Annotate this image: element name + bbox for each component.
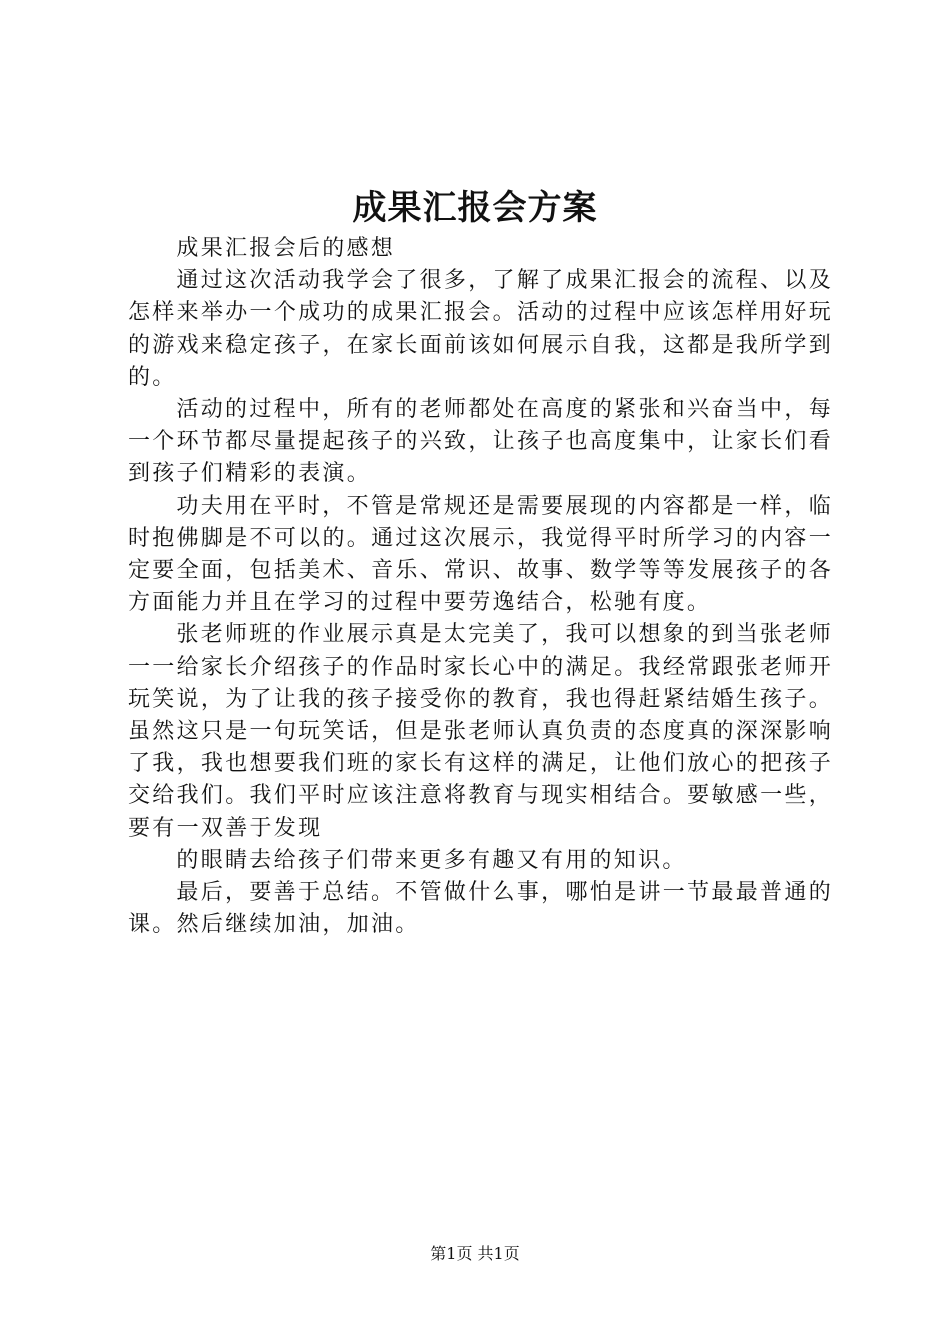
paragraph: 通过这次活动我学会了很多，了解了成果汇报会的流程、以及怎样来举办一个成功的成果汇报会。活动的过程中应该怎样用好玩的游戏来稳定孩子，在家长面前该如何展示自我，这都是我所学到的。: [128, 268, 833, 390]
document-body: [128, 233, 833, 941]
paragraph: 张老师班的作业展示真是太完美了，我可以想象的到当张老师一一给家长介绍孩子的作品时家长心中的满足。我经常跟张老师开玩笑说，为了让我的孩子接受你的教育，我也得赶紧结婚生孩子。虽然这只是一句玩笑话，但是张老师认真负责的态度真的深深影响了我，我也想要我们班的家长有这样的满足，让他们放心的把孩子交给我们。我们平时应该注意将教育与现实相结合。要敏感一些，要有一双善于发现: [128, 622, 833, 841]
paragraph-subtitle: 成果汇报会后的感想: [176, 236, 396, 261]
page-footer: 第1页 共1页: [430, 1244, 520, 1263]
document-title: 成果汇报会方案: [352, 188, 598, 228]
paragraph: 活动的过程中，所有的老师都处在高度的紧张和兴奋当中，每一个环节都尽量提起孩子的兴致，让孩子也高度集中，让家长们看到孩子们精彩的表演。: [128, 397, 833, 487]
paragraph: 的眼睛去给孩子们带来更多有趣又有用的知识。: [176, 847, 687, 873]
paragraph: 最后，要善于总结。不管做什么事，哪怕是讲一节最最普通的课。然后继续加油，加油。: [128, 880, 833, 938]
paragraph: 功夫用在平时，不管是常规还是需要展现的内容都是一样，临时抱佛脚是不可以的。通过这次展示，我觉得平时所学习的内容一定要全面，包括美术、音乐、常识、故事、数学等等发展孩子的各方面能力并且在学习的过程中要劳逸结合，松驰有度。: [128, 493, 833, 616]
